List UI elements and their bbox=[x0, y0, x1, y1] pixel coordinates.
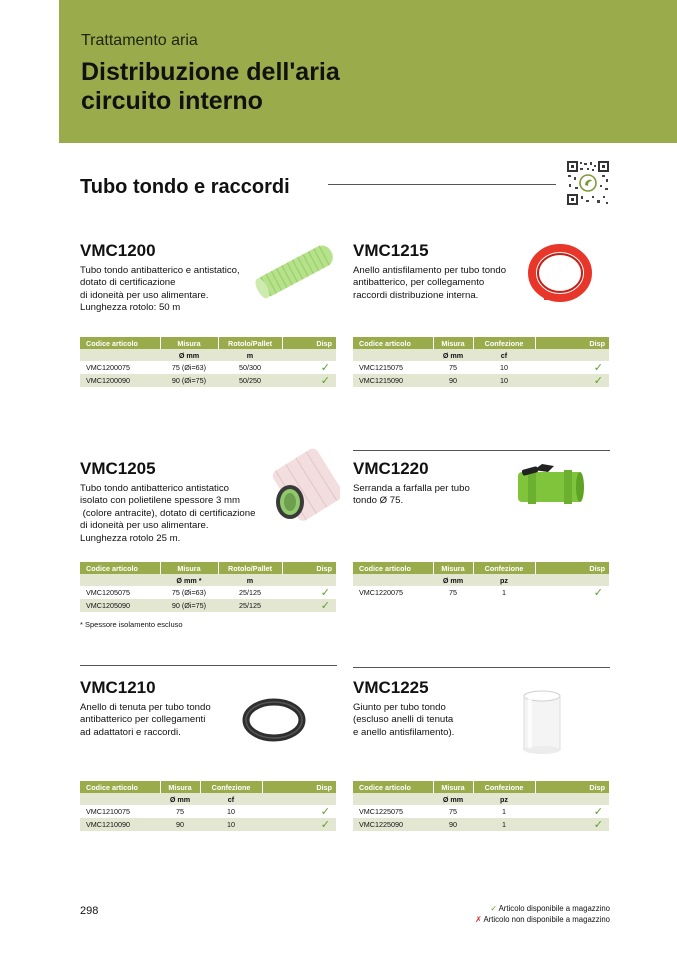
pack-cell: 10 bbox=[227, 807, 235, 816]
col-header: Disp bbox=[535, 781, 609, 793]
col-header: Misura bbox=[160, 337, 218, 349]
table-row bbox=[80, 374, 336, 387]
page-title-line2: circuito interno bbox=[81, 87, 263, 115]
desc-line: antibatterico, per collegamento bbox=[353, 277, 485, 289]
col-header: Codice articolo bbox=[353, 781, 433, 793]
unit-cell bbox=[80, 574, 160, 586]
unit-cell bbox=[282, 574, 336, 586]
desc-line: antibatterico per collegamenti bbox=[80, 714, 206, 726]
unit-cell bbox=[535, 349, 609, 361]
col-header: Rotolo/Pallet bbox=[218, 337, 282, 349]
product-code: VMC1200 bbox=[80, 241, 156, 260]
desc-line: Tubo tondo antibatterico antistatico bbox=[80, 483, 229, 494]
page-title-line1: Distribuzione dell'aria bbox=[81, 58, 340, 86]
desc-line: Tubo tondo antibatterico e antistatico, bbox=[80, 265, 240, 276]
col-header: Codice articolo bbox=[80, 562, 160, 574]
available-check-icon: ✓ bbox=[282, 599, 336, 612]
table-row bbox=[80, 599, 336, 612]
available-check-icon: ✓ bbox=[320, 362, 330, 374]
desc-line: tondo Ø 75. bbox=[353, 495, 404, 507]
pack-cell: 1 bbox=[502, 588, 506, 597]
col-header: Misura bbox=[160, 781, 200, 793]
unit-cell: m bbox=[218, 574, 282, 586]
desc-line: Serranda a farfalla per tubo bbox=[353, 483, 470, 494]
col-header: Misura bbox=[433, 781, 473, 793]
unit-cell: Ø mm bbox=[433, 574, 473, 586]
unit-cell bbox=[262, 793, 336, 805]
unit-cell bbox=[80, 349, 160, 361]
product-vmc1225 bbox=[353, 678, 609, 831]
pack-cell: 50/300 bbox=[239, 363, 261, 372]
pack-cell: 1 bbox=[473, 818, 535, 831]
unit-cell bbox=[353, 793, 433, 805]
desc-line: dotato di certificazione bbox=[80, 277, 176, 289]
unit-cell bbox=[535, 793, 609, 805]
unit-cell: Ø mm bbox=[160, 793, 200, 805]
pack-cell: 10 bbox=[473, 374, 535, 387]
desc-line: Giunto per tubo tondo bbox=[353, 702, 446, 713]
product-description bbox=[353, 483, 470, 508]
article-code: VMC1225090 bbox=[353, 818, 433, 831]
col-header: Disp bbox=[535, 562, 609, 574]
unit-cell bbox=[282, 349, 336, 361]
unit-cell: Ø mm * bbox=[160, 574, 218, 586]
article-code: VMC1205090 bbox=[80, 599, 160, 612]
desc-line: raccordi distribuzione interna. bbox=[353, 289, 479, 301]
table-row bbox=[80, 818, 336, 831]
desc-line: di idoneità per uso alimentare. bbox=[80, 520, 209, 532]
size-cell: 90 bbox=[433, 374, 473, 387]
divider bbox=[353, 450, 610, 451]
header-subtitle: Trattamento aria bbox=[81, 32, 198, 49]
desc-line: Anello di tenuta per tubo tondo bbox=[80, 702, 211, 713]
pack-cell: 1 bbox=[502, 807, 506, 816]
col-header: Confezione bbox=[473, 337, 535, 349]
coupling-joint-image bbox=[520, 688, 564, 756]
col-header: Codice articolo bbox=[353, 337, 433, 349]
col-header: Codice articolo bbox=[80, 337, 160, 349]
table-row bbox=[80, 586, 336, 599]
unit-cell: Ø mm bbox=[433, 793, 473, 805]
insulated-tube-image bbox=[268, 446, 340, 526]
col-header: Rotolo/Pallet bbox=[218, 562, 282, 574]
table-row bbox=[80, 805, 336, 818]
available-check-icon: ✓ bbox=[535, 818, 609, 831]
divider bbox=[80, 665, 337, 666]
unit-cell bbox=[353, 349, 433, 361]
desc-line: e anello antisfilamento). bbox=[353, 726, 455, 738]
section-title: Tubo tondo e raccordi bbox=[80, 176, 290, 198]
legend-unavailable: Articolo non disponibile a magazzino bbox=[483, 915, 610, 924]
page-number: 298 bbox=[80, 905, 99, 917]
footnote: * Spessore isolamento escluso bbox=[80, 620, 183, 629]
product-code: VMC1210 bbox=[80, 678, 156, 697]
size-cell: 75 bbox=[176, 807, 184, 816]
product-code: VMC1225 bbox=[353, 678, 429, 697]
col-header: Confezione bbox=[473, 562, 535, 574]
article-code: VMC1215075 bbox=[359, 363, 403, 372]
unit-cell bbox=[535, 574, 609, 586]
article-code: VMC1205075 bbox=[86, 588, 130, 597]
table-row bbox=[353, 586, 609, 599]
pack-cell: 10 bbox=[500, 363, 508, 372]
desc-line: (colore antracite), dotato di certificazione bbox=[80, 507, 256, 519]
col-header: Misura bbox=[433, 562, 473, 574]
unit-cell bbox=[353, 574, 433, 586]
spec-table bbox=[80, 562, 336, 612]
article-code: VMC1200090 bbox=[80, 374, 160, 387]
col-header: Codice articolo bbox=[353, 562, 433, 574]
col-header: Misura bbox=[433, 337, 473, 349]
spec-table bbox=[80, 337, 336, 387]
spec-table bbox=[353, 781, 609, 831]
table-row bbox=[353, 805, 609, 818]
product-description bbox=[80, 702, 211, 739]
size-cell: 75 bbox=[449, 363, 457, 372]
product-code: VMC1220 bbox=[353, 459, 429, 478]
desc-line: Anello antisfilamento per tubo tondo bbox=[353, 265, 507, 276]
table-row bbox=[353, 818, 609, 831]
page-title bbox=[81, 58, 581, 116]
unit-cell: Ø mm bbox=[160, 349, 218, 361]
unit-cell: cf bbox=[200, 793, 262, 805]
legend-available: Articolo disponibile a magazzino bbox=[498, 904, 610, 913]
size-cell: 90 (Øi=75) bbox=[160, 599, 218, 612]
unit-cell: pz bbox=[473, 574, 535, 586]
col-header: Disp bbox=[535, 337, 609, 349]
header-band bbox=[59, 0, 677, 143]
product-code: VMC1215 bbox=[353, 241, 429, 260]
unit-cell: Ø mm bbox=[433, 349, 473, 361]
product-code: VMC1205 bbox=[80, 459, 156, 478]
article-code: VMC1215090 bbox=[353, 374, 433, 387]
desc-line: ad adattatori e raccordi. bbox=[80, 726, 181, 738]
col-header: Disp bbox=[262, 781, 336, 793]
col-header: Confezione bbox=[200, 781, 262, 793]
col-header: Disp bbox=[282, 562, 336, 574]
size-cell: 75 bbox=[449, 588, 457, 597]
spec-table bbox=[80, 781, 336, 831]
product-description bbox=[80, 265, 240, 315]
size-cell: 75 (Øi=63) bbox=[171, 363, 207, 372]
table-row bbox=[353, 361, 609, 374]
size-cell: 75 (Øi=63) bbox=[171, 588, 207, 597]
product-description bbox=[80, 483, 255, 545]
article-code: VMC1220075 bbox=[359, 588, 403, 597]
desc-line: Lunghezza rotolo 25 m. bbox=[80, 532, 181, 544]
corrugated-tube-image bbox=[252, 238, 338, 304]
pack-cell: 10 bbox=[200, 818, 262, 831]
desc-line: di idoneità per uso alimentare. bbox=[80, 289, 209, 301]
article-code: VMC1200075 bbox=[86, 363, 130, 372]
unit-cell bbox=[80, 793, 160, 805]
availability-legend bbox=[475, 903, 610, 925]
available-check-icon: ✓ bbox=[320, 587, 330, 599]
butterfly-damper-image bbox=[514, 460, 586, 506]
unit-cell: pz bbox=[473, 793, 535, 805]
spec-table bbox=[353, 562, 609, 599]
available-check-icon: ✓ bbox=[535, 374, 609, 387]
seal-ring-image bbox=[240, 696, 308, 744]
product-description bbox=[353, 702, 454, 739]
size-cell: 90 bbox=[433, 818, 473, 831]
available-check-icon: ✓ bbox=[593, 362, 603, 374]
pack-cell: 25/125 bbox=[218, 599, 282, 612]
desc-line: Lunghezza rotolo: 50 m bbox=[80, 302, 181, 314]
available-check-icon: ✓ bbox=[593, 587, 603, 599]
cross-icon: ✗ bbox=[475, 915, 482, 924]
col-header: Codice articolo bbox=[80, 781, 160, 793]
table-row bbox=[80, 361, 336, 374]
pack-cell: 50/250 bbox=[218, 374, 282, 387]
col-header: Misura bbox=[160, 562, 218, 574]
size-cell: 75 bbox=[449, 807, 457, 816]
table-row bbox=[353, 374, 609, 387]
available-check-icon: ✓ bbox=[282, 374, 336, 387]
available-check-icon: ✓ bbox=[320, 806, 330, 818]
size-cell: 90 bbox=[160, 818, 200, 831]
size-cell: 90 (Øi=75) bbox=[160, 374, 218, 387]
desc-line: (escluso anelli di tenuta bbox=[353, 714, 454, 726]
col-header: Confezione bbox=[473, 781, 535, 793]
qr-code-icon[interactable] bbox=[566, 160, 610, 206]
divider bbox=[353, 667, 610, 668]
desc-line: isolato con polietilene spessore 3 mm bbox=[80, 495, 240, 507]
check-icon: ✓ bbox=[490, 904, 497, 913]
article-code: VMC1210075 bbox=[86, 807, 130, 816]
available-check-icon: ✓ bbox=[262, 818, 336, 831]
section-divider bbox=[328, 184, 556, 185]
unit-cell: m bbox=[218, 349, 282, 361]
col-header: Disp bbox=[282, 337, 336, 349]
red-ring-image bbox=[524, 242, 596, 304]
unit-cell: cf bbox=[473, 349, 535, 361]
article-code: VMC1225075 bbox=[359, 807, 403, 816]
product-description bbox=[353, 265, 506, 302]
spec-table bbox=[353, 337, 609, 387]
article-code: VMC1210090 bbox=[80, 818, 160, 831]
available-check-icon: ✓ bbox=[593, 806, 603, 818]
pack-cell: 25/125 bbox=[239, 588, 261, 597]
